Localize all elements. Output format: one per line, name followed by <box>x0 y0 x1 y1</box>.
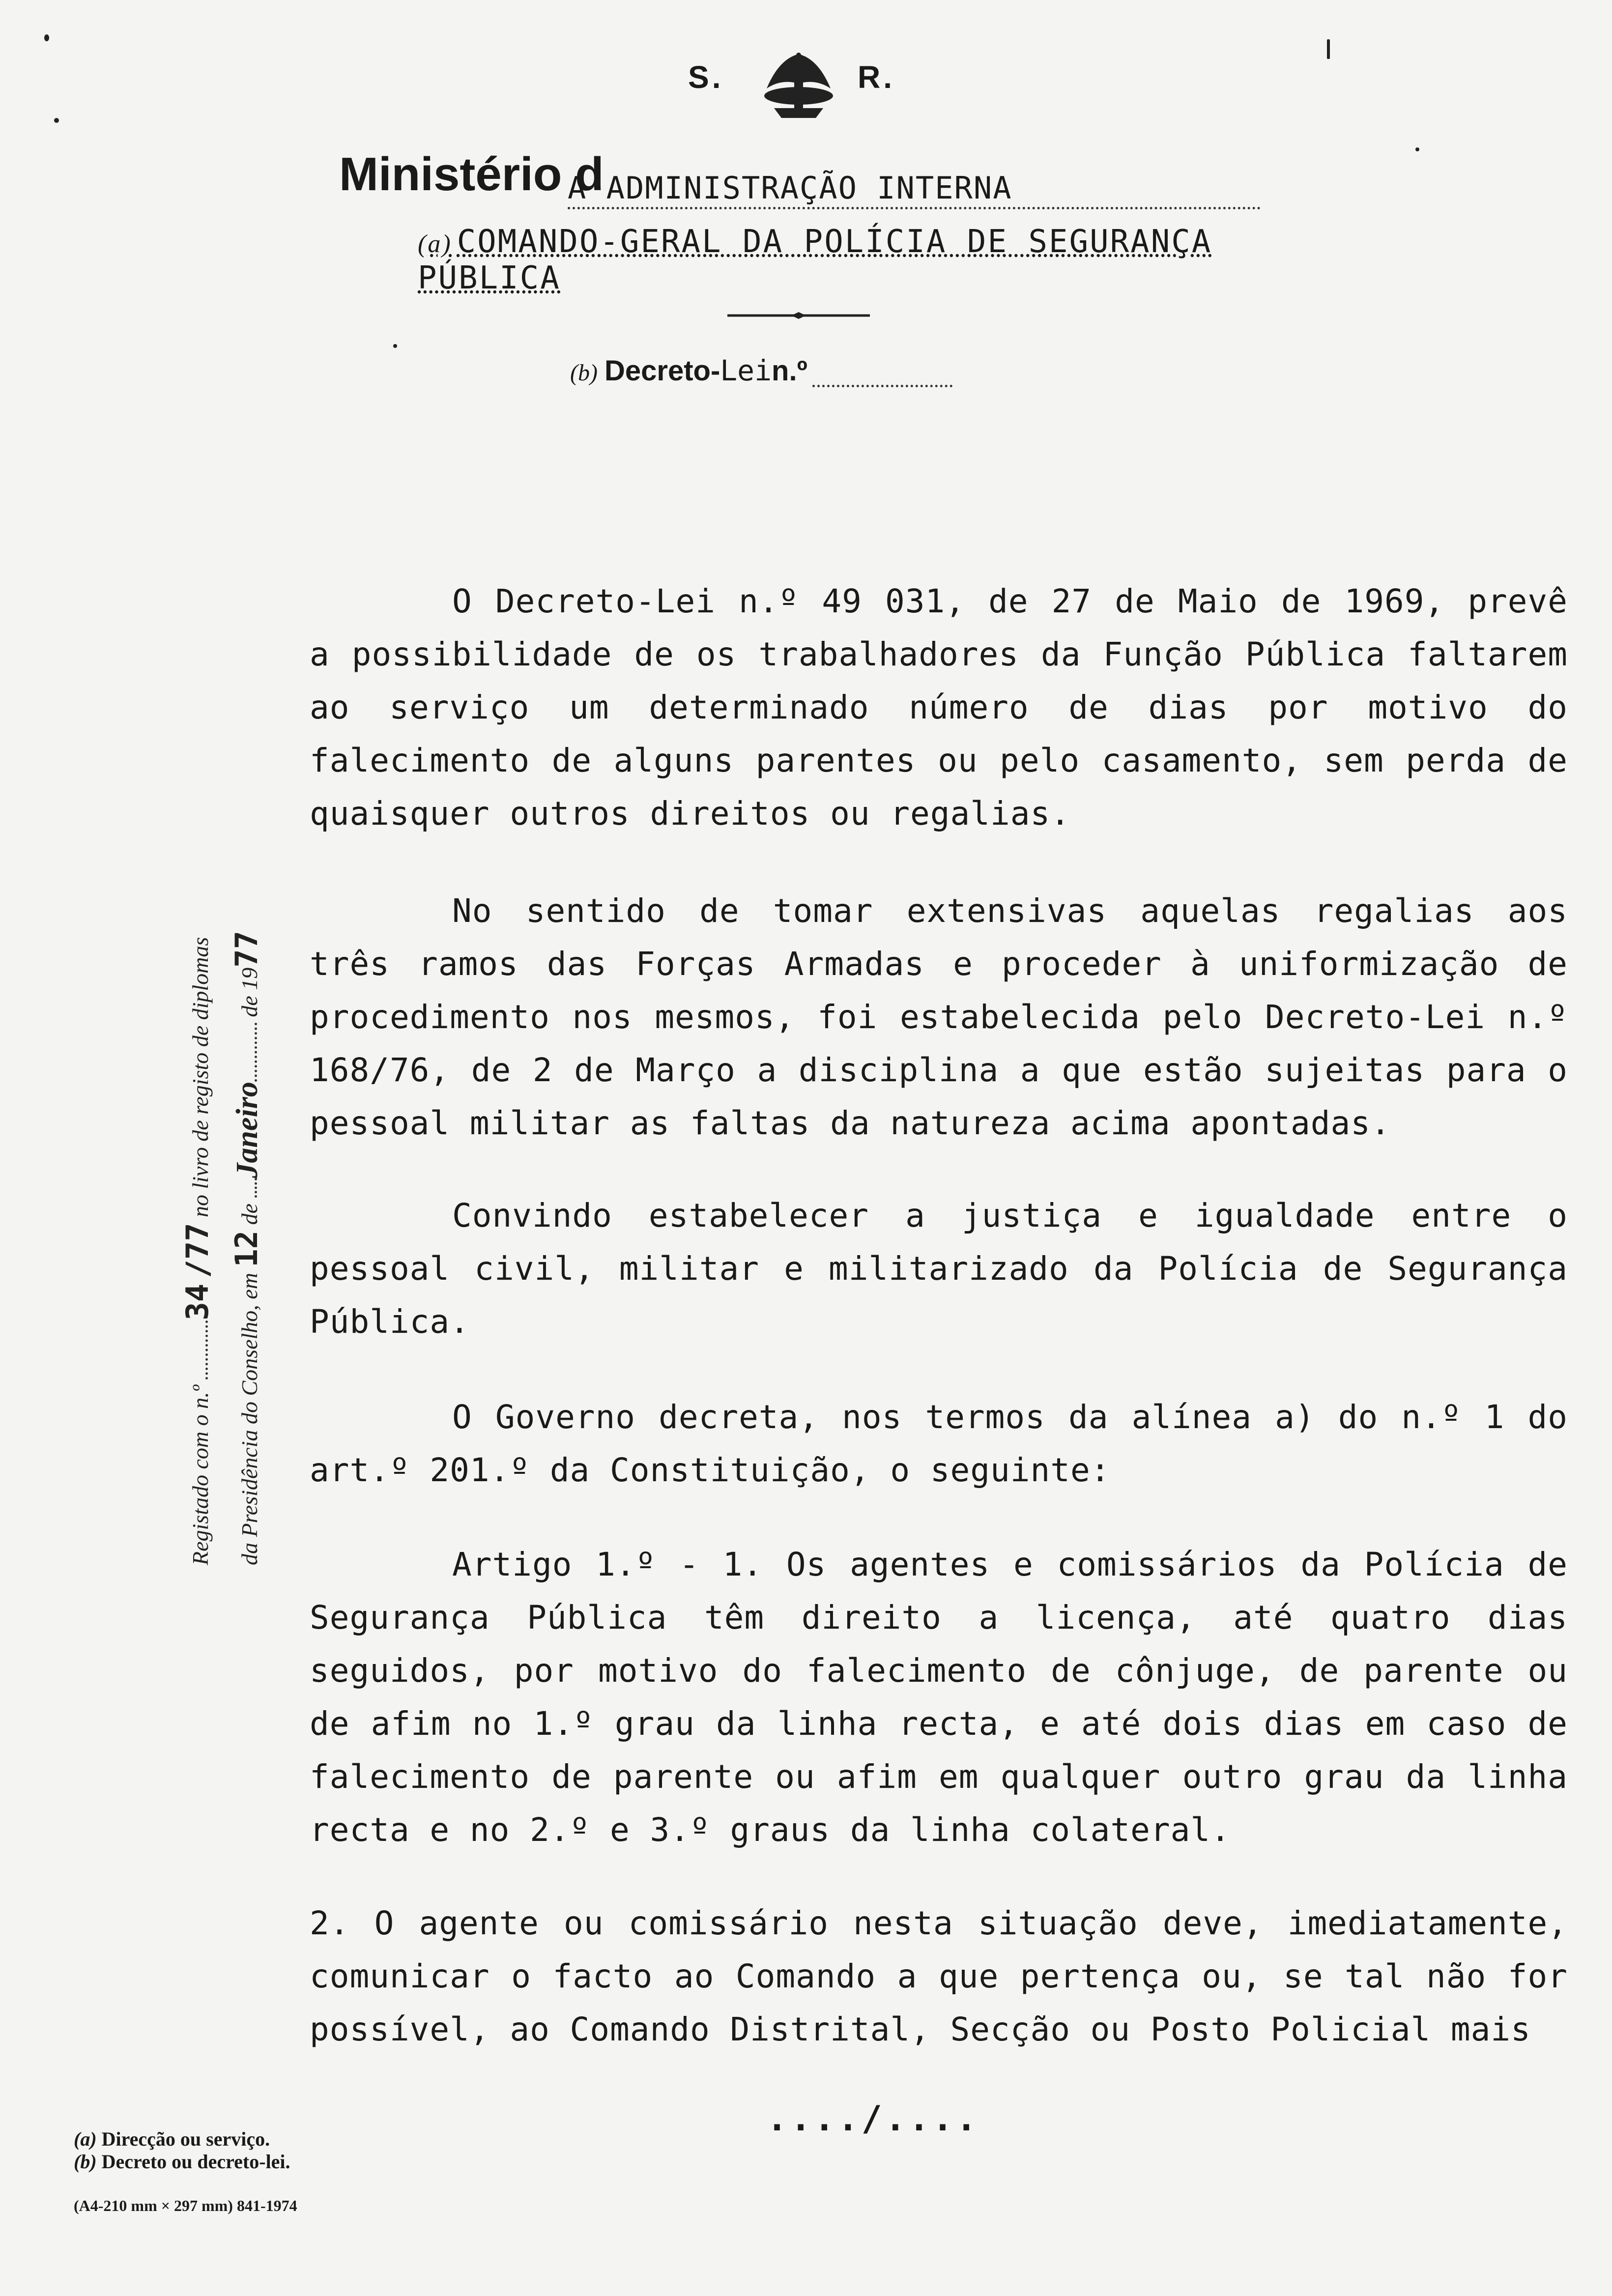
decreto-fill: Lei <box>720 354 772 387</box>
footnote-b-text: Decreto ou decreto-lei. <box>101 2151 290 2173</box>
scan-speck <box>44 34 49 41</box>
scan-speck <box>1415 147 1419 151</box>
registration-day: 12 <box>229 1230 264 1267</box>
registration-year-2: 77 <box>229 931 264 968</box>
registration-prefix: Registado com o n.º <box>188 1385 213 1565</box>
republic-emblem-icon <box>757 49 840 123</box>
decreto-line <box>570 354 952 387</box>
ministerio-field: A ADMINISTRAÇÃO INTERNA <box>568 170 1261 209</box>
scan-speck <box>54 118 59 123</box>
decreto-suffix: n.º <box>772 355 807 387</box>
decreto-number-blank <box>812 385 952 387</box>
sr-left: S. <box>688 59 724 95</box>
footnotes <box>74 2128 290 2173</box>
decreto-marker: (b) <box>570 360 598 386</box>
paragraph-4: O Governo decreta, nos termos da alínea a) do n.º 1 do art.º 201.º da Constituição, o seguinte: <box>310 1398 1568 1489</box>
continuation-mark: ..../.... <box>767 2098 980 2139</box>
paragraph-2: No sentido de tomar extensivas aquelas regalias aos três ramos das Forças Armadas e proceder à uniformização de procedimento nos mesmos, foi estabelecida pelo Decreto-Lei n.º 168/76, de 2 de Março a disciplina a que estão sujeitas para o pessoal militar as faltas da natureza acima apontadas. <box>310 892 1568 1142</box>
registration-book: no livro de registo de diplomas <box>188 937 213 1217</box>
article-1-paragraph-1: Artigo 1.º - 1. Os agentes e comissários da Polícia de Segurança Pública têm direito a licença, até quatro dias seguidos, por motivo do falecimento de cônjuge, de parente ou de afim no 1.º grau da linha recta, e até dois dias em caso de falecimento de parente ou afim em qualquer outro grau da linha recta e no 2.º e 3.º graus da linha colateral. <box>310 1546 1568 1849</box>
registration-year: 77 <box>179 1223 215 1260</box>
ornament-divider-icon <box>727 312 870 319</box>
decreto-label: Decreto- <box>604 355 720 387</box>
ministerio-label-text: Ministério d <box>339 148 604 201</box>
comando-text: COMANDO-GERAL DA POLÍCIA DE SEGURANÇA PÚBLICA <box>418 224 1212 296</box>
scan-speck <box>1327 39 1330 59</box>
registration-date-prefix: da Presidência do Conselho, em <box>237 1273 262 1565</box>
scan-speck <box>393 344 397 348</box>
ministerio-label <box>339 147 604 201</box>
registration-line-2 <box>224 568 273 1565</box>
footnote-a-text: Direcção ou serviço. <box>101 2128 270 2150</box>
comando-line <box>418 224 1371 296</box>
paragraph-3: Convindo estabelecer a justiça e igualdade entre o pessoal civil, militar e militarizado da Polícia de Segurança Pública. <box>310 1197 1568 1341</box>
registration-year-prefix: de 19 <box>237 967 262 1017</box>
article-1-paragraph-2: 2. O agente ou comissário nesta situação deve, imediatamente, comunicar o facto ao Comando a que pertença ou, se tal não for possível, ao Comando Distrital, Secção ou Posto Policial mais <box>310 1904 1568 2048</box>
registration-de: de <box>237 1203 262 1225</box>
registration-number: 34 <box>179 1283 215 1320</box>
footnote-b-marker: (b) <box>74 2151 97 2173</box>
sr-right: R. <box>858 59 895 95</box>
comando-marker: (a) <box>418 230 452 258</box>
form-reference: (A4-210 mm × 297 mm) 841-1974 <box>74 2197 297 2214</box>
paragraph-1: O Decreto-Lei n.º 49 031, de 27 de Maio de 1969, prevê a possibilidade de os trabalhadores da Função Pública faltarem ao serviço um determinado número de dias por motivo do falecimento de alguns parentes ou pelo casamento, sem perda de quaisquer outros direitos ou regalias. <box>310 582 1568 832</box>
footnote-a-marker: (a) <box>74 2128 97 2150</box>
footnote-b <box>74 2151 290 2173</box>
footnote-a <box>74 2128 290 2151</box>
registration-note <box>174 568 273 1565</box>
registration-line-1: Registado com o n.º 34 /77 no livro de registo de diplomas <box>179 937 215 1565</box>
registration-month: Janeiro <box>230 1082 264 1178</box>
